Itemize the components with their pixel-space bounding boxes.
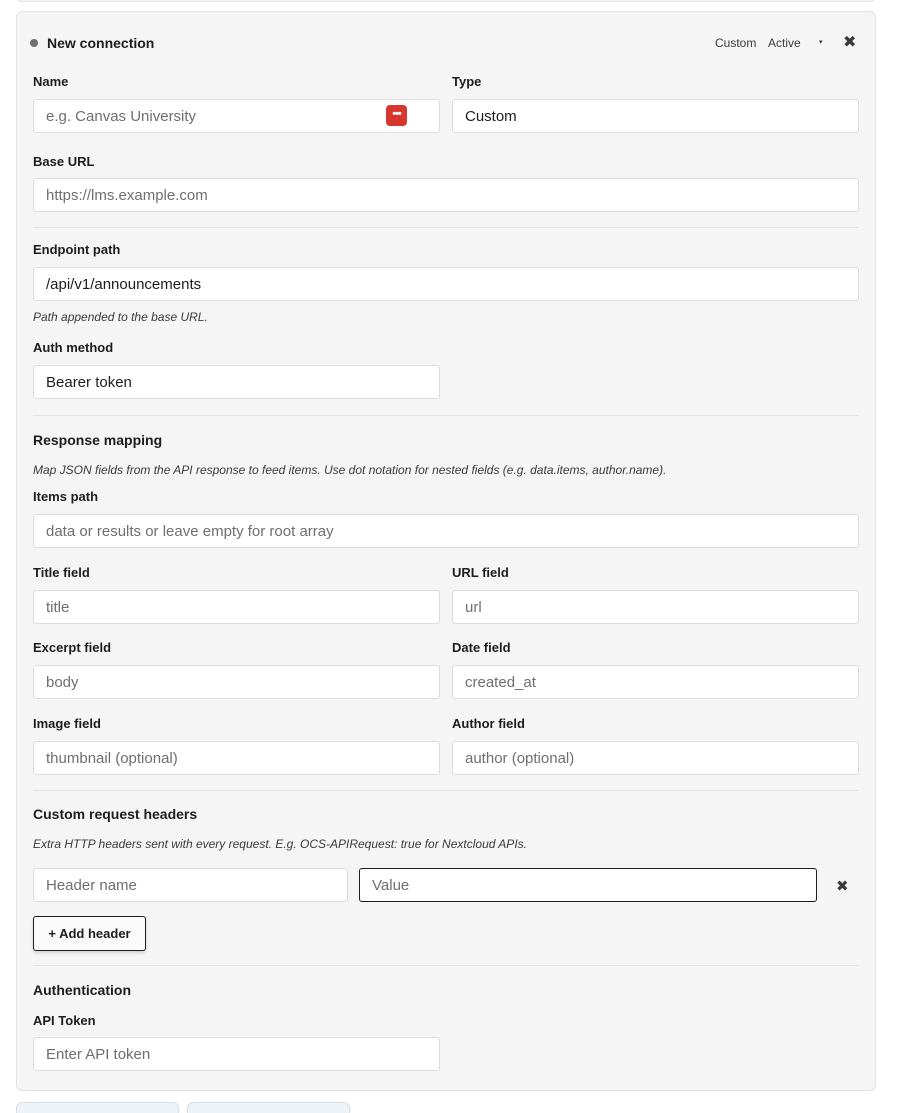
section-divider	[33, 965, 859, 966]
auth-method-label: Auth method	[33, 340, 114, 355]
add-header-button[interactable]: + Add header	[33, 916, 146, 951]
endpoint-path-input[interactable]	[33, 267, 859, 301]
author-field-label: Author field	[452, 716, 525, 731]
authentication-title: Authentication	[33, 982, 131, 998]
connection-card	[16, 11, 876, 1091]
status-dot	[30, 39, 38, 47]
api-token-label: API Token	[33, 1013, 96, 1028]
url-field-label: URL field	[452, 565, 509, 580]
url-field-input[interactable]	[452, 590, 859, 624]
footer-button-primary[interactable]	[16, 1102, 179, 1113]
close-icon[interactable]: ✖	[843, 34, 857, 51]
header-name-input[interactable]	[33, 868, 348, 902]
password-manager-icon[interactable]: •••	[386, 105, 407, 126]
date-field-label: Date field	[452, 640, 511, 655]
endpoint-path-label: Endpoint path	[33, 242, 121, 257]
type-label: Type	[452, 74, 482, 89]
auth-method-select[interactable]	[33, 365, 440, 399]
date-field-input[interactable]	[452, 665, 859, 699]
base-url-input[interactable]	[33, 178, 859, 212]
author-field-input[interactable]	[452, 741, 859, 775]
excerpt-field-label: Excerpt field	[33, 640, 112, 655]
section-divider	[33, 415, 859, 416]
section-divider	[33, 227, 859, 228]
name-input[interactable]	[33, 99, 440, 133]
title-field-label: Title field	[33, 565, 90, 580]
connection-title: New connection	[47, 35, 155, 51]
chevron-down-icon[interactable]: ▾	[819, 39, 823, 46]
response-mapping-hint: Map JSON fields from the API response to feed items. Use dot notation for nested fields (e.g. data.items, author.name).	[33, 463, 667, 477]
name-label: Name	[33, 74, 69, 89]
items-path-input[interactable]	[33, 514, 859, 548]
image-field-label: Image field	[33, 716, 101, 731]
base-url-label: Base URL	[33, 154, 95, 169]
connection-status-badge: Active	[768, 36, 801, 50]
connection-card-header[interactable]	[17, 12, 875, 74]
remove-header-icon[interactable]: ✖	[836, 878, 849, 895]
items-path-label: Items path	[33, 489, 99, 504]
footer-button-secondary[interactable]	[187, 1102, 350, 1113]
connection-type-badge: Custom	[715, 36, 757, 50]
header-value-input[interactable]	[359, 868, 817, 902]
excerpt-field-input[interactable]	[33, 665, 440, 699]
custom-headers-title: Custom request headers	[33, 806, 198, 822]
image-field-input[interactable]	[33, 741, 440, 775]
previous-connection-card	[16, 0, 876, 2]
type-input[interactable]	[452, 99, 859, 133]
section-divider	[33, 790, 859, 791]
custom-headers-hint: Extra HTTP headers sent with every request. E.g. OCS-APIRequest: true for Nextcloud APIs.	[33, 837, 527, 851]
endpoint-path-hint: Path appended to the base URL.	[33, 310, 208, 324]
api-token-input[interactable]	[33, 1037, 440, 1071]
title-field-input[interactable]	[33, 590, 440, 624]
response-mapping-title: Response mapping	[33, 432, 163, 448]
